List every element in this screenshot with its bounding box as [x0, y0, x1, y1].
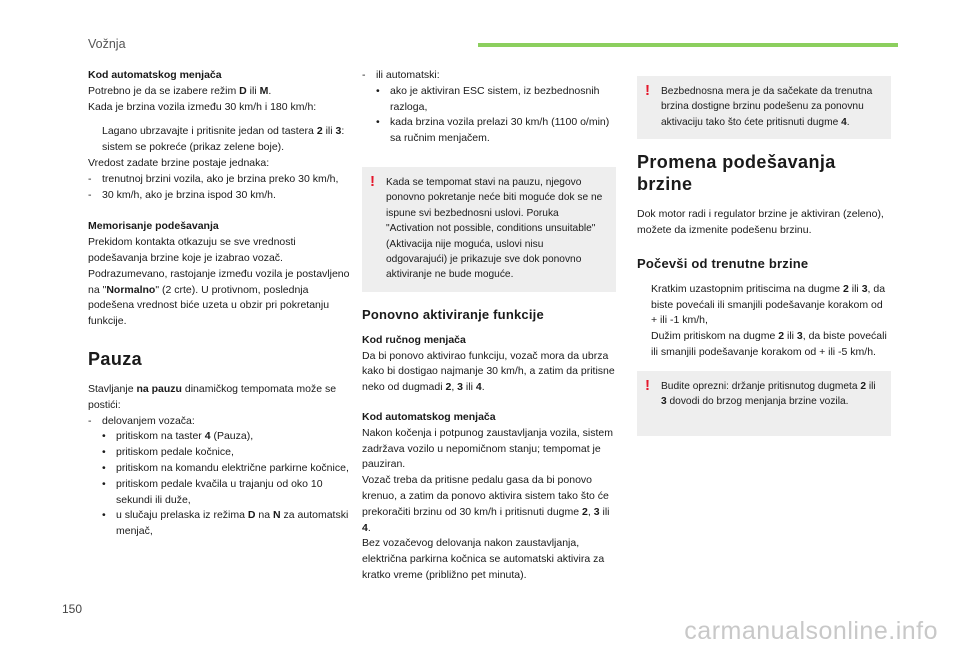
column-middle	[362, 68, 616, 584]
press-bullet-icon	[637, 282, 651, 329]
warning-icon: !	[645, 82, 650, 99]
page-number: 150	[62, 602, 83, 616]
reactivation-heading: Ponovno aktiviranje funkcije	[362, 306, 544, 322]
press-bullet-icon	[88, 124, 102, 156]
auto-pause-esc: • ako je aktiviran ESC sistem, iz bezbednosnih razloga,	[376, 84, 600, 113]
warning-icon: !	[645, 376, 650, 394]
pause-intro: Stavljanje na pauzu dinamičkog tempomata može se postići:	[88, 382, 337, 411]
warning-icon: !	[370, 172, 375, 190]
pause-action-3: • pritiskom na komandu električne parkirne kočnice,	[102, 461, 349, 474]
pause-action-1: • pritiskom na taster 4 (Pauza),	[102, 430, 254, 443]
speed-range-text: Kada je brzina vozila između 30 km/h i 180 km/h:	[88, 100, 317, 113]
speed-option-1: - trenutnoj brzini vozila, ako je brzina preko 30 km/h,	[88, 172, 339, 185]
driver-action-item: - delovanjem vozača:	[88, 414, 195, 427]
pause-action-2: • pritiskom pedale kočnice,	[102, 446, 234, 459]
press-button-instruction: Lagano ubrzavajte i pritisnite jedan od tastera 2 ili 3: sistem se pokreće (prikaz zelene boje).	[88, 124, 350, 156]
memory-heading: Memorisanje podešavanja	[88, 220, 219, 233]
pause-warning-box: ! Kada se tempomat stavi na pauzu, njegovo ponovno pokretanje neće biti moguće dok se ne ispune svi bezbednosni uslovi. Poruka "Activation not possible, conditions unsuitable" (Aktivacija nije moguća, uslovi nisu odgovarajući) je prikazuje sve dok ponovno aktiviranje ne bude moguće.	[362, 167, 616, 292]
automatic-pause-item: - ili automatski:	[362, 69, 440, 81]
auto-reactivation-text-3: Bez vozačevog delovanja nakon zaustavljanja, električna parkirna kočnica se automatski aktivira za kratko vreme (približno pet minuta).	[362, 537, 605, 581]
caution-warning-box: ! Budite oprezni: držanje pritisnutog dugmeta 2 ili 3 dovodi do brzog menjanja brzine vozila.	[637, 371, 891, 436]
auto-mode-text: Potrebno je da se izabere režim D ili M.	[88, 84, 272, 97]
change-speed-heading: Promena podešavanja brzine	[637, 152, 836, 195]
current-speed-heading: Počevši od trenutne brzine	[637, 255, 809, 271]
column-left	[88, 68, 350, 540]
column-right	[637, 76, 891, 436]
press-bullet-icon	[637, 329, 651, 361]
short-press-instruction: Kratkim uzastopnim pritiscima na dugme 2 ili 3, da biste povećali ili smanjili podešavanje korakom od + ili -1 km/h,	[637, 282, 891, 329]
auto-pause-speed: • kada brzina vozila prelazi 30 km/h (1100 o/min) sa ručnim menjačem.	[376, 116, 610, 145]
memory-text-2: Podrazumevano, rastojanje između vozila je postavljeno na "Normalno" (2 crte). U protivnom, poslednja podešena vrednost biće uzeta u obzir pri pokretanju funkcije.	[88, 267, 350, 328]
memory-text-1: Prekidom kontakta otkazuju se sve vrednosti podešavanja brzine koje je izabrao vozač.	[88, 236, 296, 264]
speed-option-2: - 30 km/h, ako je brzina ispod 30 km/h.	[88, 188, 276, 201]
pause-action-5: • u slučaju prelaska iz režima D na N za automatski menjač,	[102, 509, 349, 538]
section-title: Vožnja	[88, 37, 126, 51]
auto-gearbox-heading: Kod automatskog menjača	[88, 69, 222, 81]
manual-gearbox-heading: Kod ručnog menjača	[362, 333, 466, 346]
long-press-instruction: Dužim pritiskom na dugme 2 ili 3, da biste povećali ili smanjili podešavanje korakom od + ili -5 km/h.	[637, 329, 891, 361]
set-speed-text: Vredost zadate brzine postaje jednaka:	[88, 156, 270, 169]
auto-gearbox-heading-2: Kod automatskog menjača	[362, 411, 496, 424]
pause-heading: Pauza	[88, 348, 143, 369]
auto-reactivation-text-2: Vozač treba da pritisne pedalu gasa da bi ponovo krenuo, a zatim da ponovo aktivira sistem tako što će prekoračiti brzinu od 30 km/h i pritisnuti dugme 2, 3 ili 4.	[362, 474, 610, 534]
auto-reactivation-text-1: Nakon kočenja i potpunog zaustavljanja vozila, sistem zadržava vozilo u nepomičnom stanju; tempomat je pauziran.	[362, 426, 613, 471]
section-accent-bar	[478, 43, 898, 47]
pause-action-4: • pritiskom pedale kvačila u trajanju od oko 10 sekundi ili duže,	[102, 477, 323, 506]
change-speed-text: Dok motor radi i regulator brzine je aktiviran (zeleno), možete da izmenite podešenu brzinu.	[637, 208, 884, 237]
manual-reactivation-text: Da bi ponovo aktivirao funkciju, vozač mora da ubrza kako bi dostigao najmanje 30 km/h, a zatim da pritisne neko od dugmadi 2, 3 ili 4.	[362, 349, 615, 394]
watermark: carmanualsonline.info	[684, 617, 938, 645]
safety-warning-box: ! Bezbednosna mera je da sačekate da trenutna brzina dostigne brzinu podešenu za ponovnu aktivaciju tako što ćete pritisnuti dugme 4.	[637, 76, 891, 139]
